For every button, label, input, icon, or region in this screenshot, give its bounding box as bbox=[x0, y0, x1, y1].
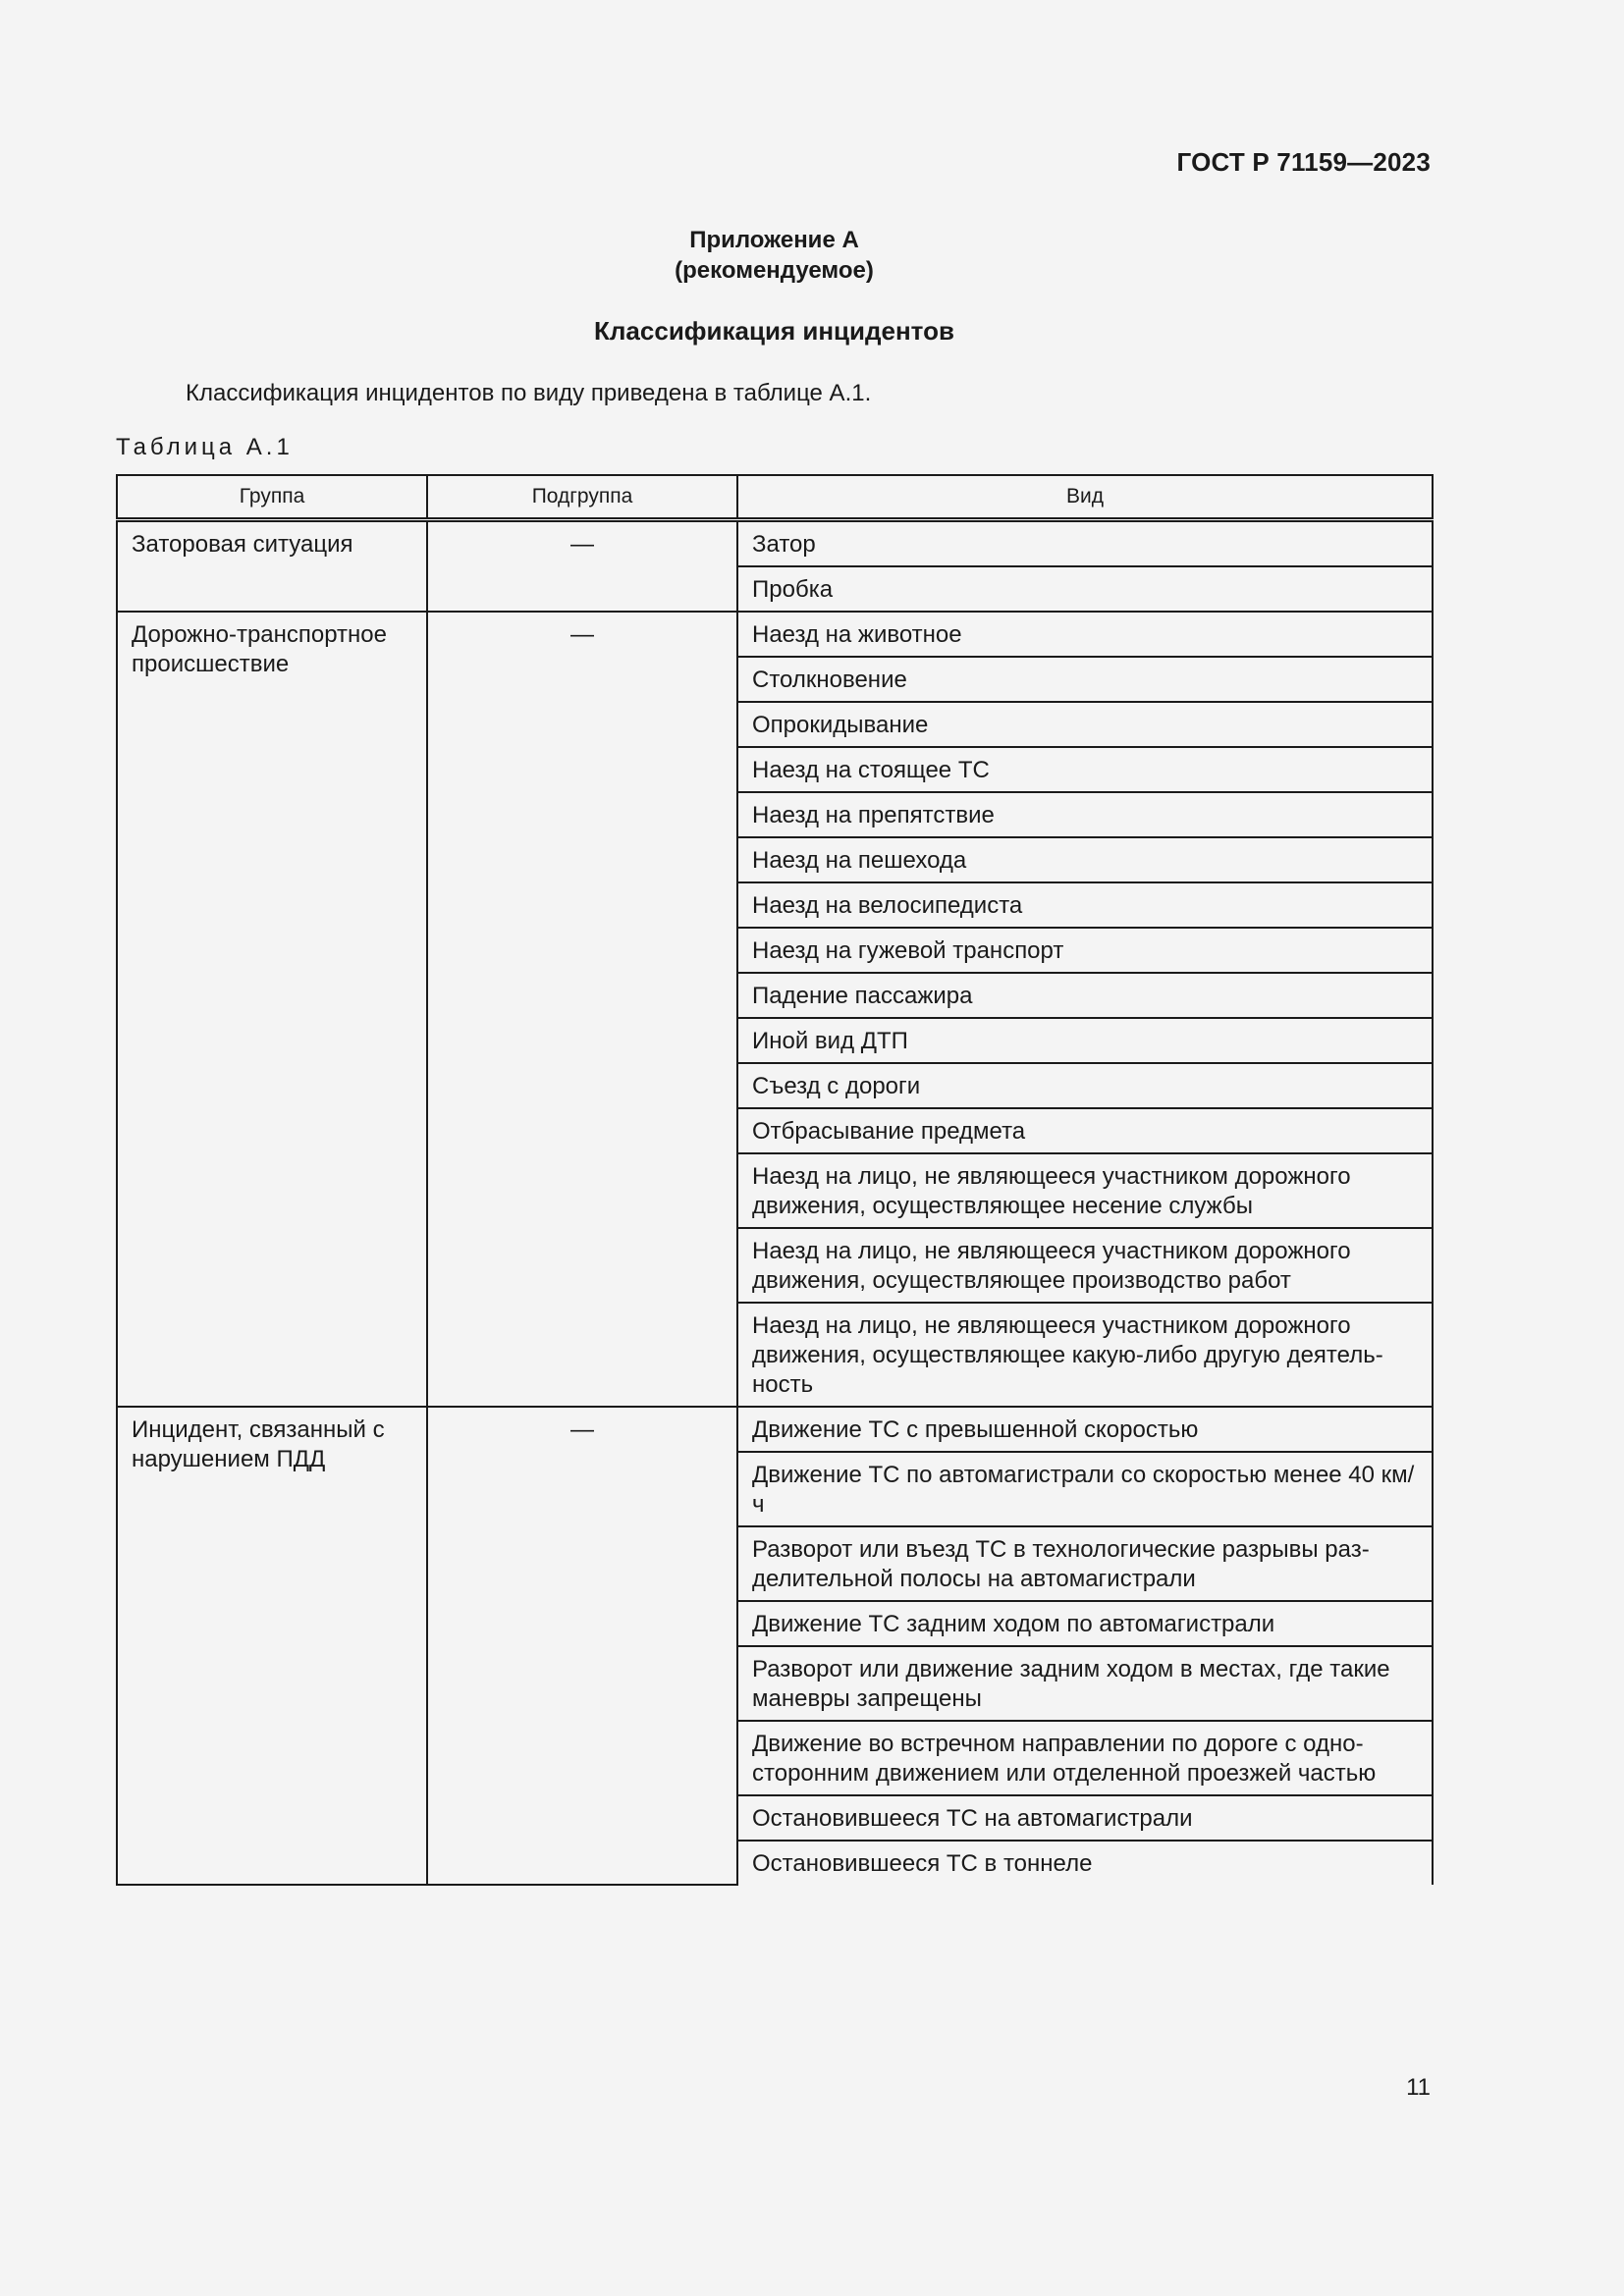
standard-code: ГОСТ Р 71159—2023 bbox=[1176, 147, 1431, 177]
table-row bbox=[117, 612, 1433, 657]
kind-cell: Иной вид ДТП bbox=[737, 1018, 1433, 1063]
kind-cell: Наезд на животное bbox=[737, 612, 1433, 657]
group-cell: Инцидент, связанный с нарушением ПДД bbox=[117, 1407, 427, 1885]
kind-cell: Наезд на лицо, не являющееся участником дорожного движения, осуществляющее какую-либо другую деятель-ность bbox=[737, 1303, 1433, 1407]
section-title: Классификация инцидентов bbox=[594, 316, 954, 346]
subgroup-cell: — bbox=[427, 520, 737, 613]
table-caption: Таблица А.1 bbox=[116, 434, 294, 460]
kind-cell: Движение ТС по автомагистрали со скоростью менее 40 км/ч bbox=[737, 1452, 1433, 1526]
column-header-subgroup: Подгруппа bbox=[427, 475, 737, 520]
kind-cell: Движение ТС задним ходом по автомагистрали bbox=[737, 1601, 1433, 1646]
kind-cell: Опрокидывание bbox=[737, 702, 1433, 747]
table-body bbox=[117, 520, 1433, 1886]
intro-text: Классификация инцидентов по виду приведена в таблице А.1. bbox=[186, 380, 872, 406]
kind-cell: Разворот или движение задним ходом в местах, где такие маневры запрещены bbox=[737, 1646, 1433, 1721]
appendix-title: Приложение А bbox=[689, 227, 859, 253]
kind-cell: Разворот или въезд ТС в технологические разрывы раз-делительной полосы на автомагистрали bbox=[737, 1526, 1433, 1601]
column-header-kind: Вид bbox=[737, 475, 1433, 520]
kind-cell: Столкновение bbox=[737, 657, 1433, 702]
kind-cell: Наезд на лицо, не являющееся участником дорожного движения, осуществляющее несение службы bbox=[737, 1153, 1433, 1228]
table-row bbox=[117, 1407, 1433, 1452]
kind-cell: Затор bbox=[737, 520, 1433, 567]
kind-cell: Отбрасывание предмета bbox=[737, 1108, 1433, 1153]
group-cell: Дорожно-транспортное происшествие bbox=[117, 612, 427, 1407]
kind-cell: Наезд на лицо, не являющееся участником дорожного движения, осуществляющее производство работ bbox=[737, 1228, 1433, 1303]
appendix-status: (рекомендуемое) bbox=[675, 257, 874, 284]
table-header-row bbox=[117, 475, 1433, 520]
table-row bbox=[117, 520, 1433, 567]
kind-cell: Падение пассажира bbox=[737, 973, 1433, 1018]
subgroup-cell: — bbox=[427, 612, 737, 1407]
kind-cell: Наезд на стоящее ТС bbox=[737, 747, 1433, 792]
group-cell: Заторовая ситуация bbox=[117, 520, 427, 613]
appendix-heading bbox=[0, 225, 1548, 286]
kind-cell: Съезд с дороги bbox=[737, 1063, 1433, 1108]
kind-cell: Движение во встречном направлении по дороге с одно-сторонним движением или отделенной проезжей частью bbox=[737, 1721, 1433, 1795]
page-number: 11 bbox=[1406, 2074, 1431, 2101]
column-header-group: Группа bbox=[117, 475, 427, 520]
kind-cell: Наезд на пешехода bbox=[737, 837, 1433, 882]
kind-cell: Движение ТС с превышенной скоростью bbox=[737, 1407, 1433, 1452]
subgroup-cell: — bbox=[427, 1407, 737, 1885]
kind-cell: Наезд на велосипедиста bbox=[737, 882, 1433, 928]
kind-cell: Наезд на препятствие bbox=[737, 792, 1433, 837]
incident-classification-table bbox=[116, 474, 1434, 1886]
kind-cell: Остановившееся ТС в тоннеле bbox=[737, 1841, 1433, 1885]
kind-cell: Остановившееся ТС на автомагистрали bbox=[737, 1795, 1433, 1841]
kind-cell: Пробка bbox=[737, 566, 1433, 612]
kind-cell: Наезд на гужевой транспорт bbox=[737, 928, 1433, 973]
